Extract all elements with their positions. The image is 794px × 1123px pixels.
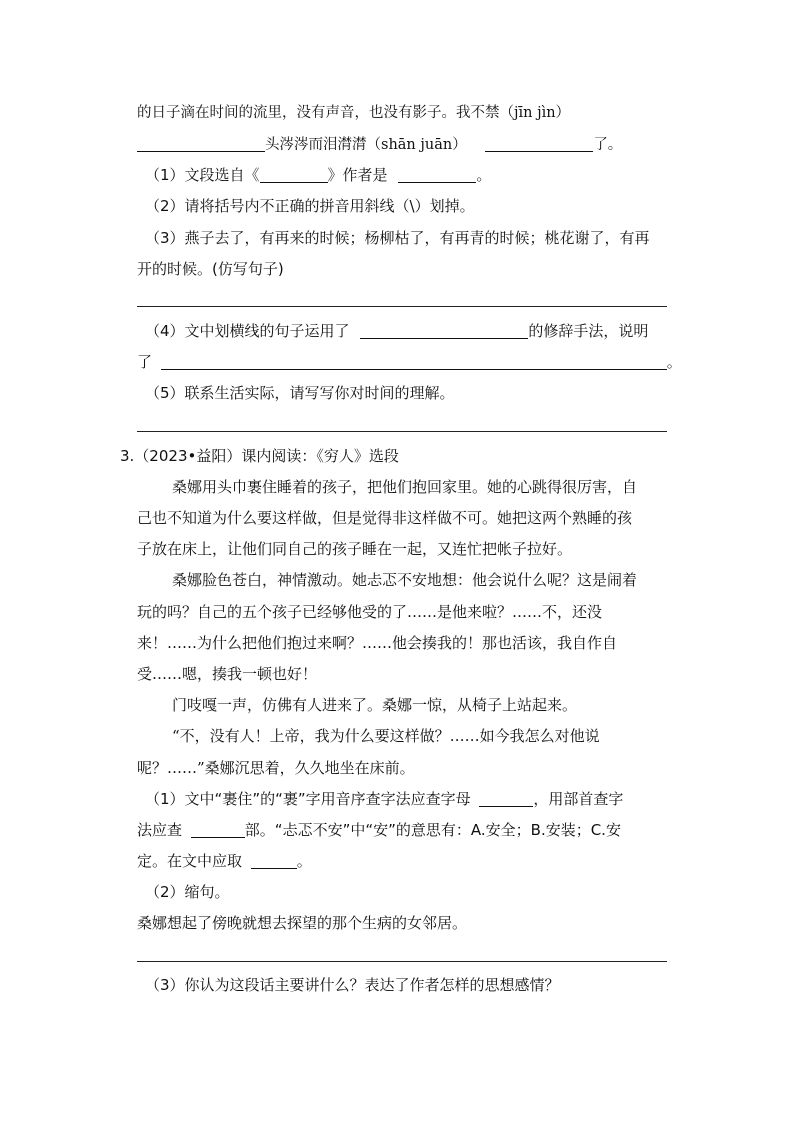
reading-text: 受……嗯，揍我一顿也好！ bbox=[137, 665, 318, 683]
reading-text: 呢？……”桑娜沉思着，久久地坐在床前。 bbox=[137, 759, 415, 777]
answer-line[interactable] bbox=[137, 431, 667, 432]
answer-blank[interactable] bbox=[191, 821, 245, 838]
question-text: 部。“忐忑不安”中“安”的意思有：A.安全；B.安装；C.安 bbox=[244, 821, 621, 839]
reading-para-4-line-2 bbox=[137, 757, 415, 779]
question-text: （4）文中划横线的句子运用了 bbox=[145, 322, 350, 340]
question-text: （1）文中“裹住”的“裹”字用音序查字法应查字母 bbox=[145, 790, 471, 808]
question-text: 法应查 bbox=[137, 821, 183, 839]
answer-blank[interactable] bbox=[479, 790, 533, 807]
q3-question-3 bbox=[145, 974, 560, 996]
reading-text: 门吱嘎一声，仿佛有人进来了。桑娜一惊，从椅子上站起来。 bbox=[172, 696, 578, 714]
question-text: 》作者是 bbox=[327, 166, 388, 184]
question-text: 。 bbox=[296, 852, 312, 870]
reading-para-1-line-3 bbox=[137, 538, 572, 560]
reading-para-2-line-3 bbox=[137, 632, 617, 654]
reading-text: 来！……为什么把他们抱过来啊？……他会揍我的！那也活该，我自作自 bbox=[137, 634, 618, 652]
answer-blank[interactable] bbox=[137, 135, 265, 152]
reading-para-2-line-2 bbox=[137, 601, 602, 623]
answer-blank[interactable] bbox=[485, 135, 593, 152]
reading-text: “不，没有人！上帝，我为什么要这样做？……如今我怎么对他说 bbox=[172, 727, 600, 745]
q3-question-2-sentence bbox=[137, 912, 467, 934]
question-4-line-2 bbox=[137, 351, 682, 373]
reading-text: 桑娜脸色苍白，神情激动。她忐忑不安地想：他会说什么呢？这是闹着 bbox=[172, 571, 638, 589]
question-text: 桑娜想起了傍晚就想去探望的那个生病的女邻居。 bbox=[137, 914, 468, 932]
reading-text: 玩的吗？自己的五个孩子已经够他受的了……是他来啦？……不，还没 bbox=[137, 603, 603, 621]
question-2 bbox=[145, 195, 475, 217]
passage-line-2 bbox=[137, 134, 622, 156]
q3-question-1-line-2 bbox=[137, 819, 621, 841]
question-text: ，用部首查字 bbox=[533, 790, 624, 808]
question-text: 的修辞手法，说明 bbox=[528, 322, 649, 340]
q3-question-1-line-3 bbox=[137, 850, 312, 872]
reading-text: 子放在床上，让他们同自己的孩子睡在一起，又连忙把帐子拉好。 bbox=[137, 540, 573, 558]
answer-blank[interactable] bbox=[161, 353, 667, 370]
question-text: 定。在文中应取 bbox=[137, 852, 243, 870]
passage-text: 了。 bbox=[593, 137, 623, 153]
question-text: （2）缩句。 bbox=[145, 883, 230, 901]
answer-blank[interactable] bbox=[251, 852, 297, 869]
question-text: （2）请将括号内不正确的拼音用斜线（\）划掉。 bbox=[145, 197, 475, 215]
question-3-line-2 bbox=[137, 258, 284, 280]
question-4-line-1 bbox=[145, 320, 648, 342]
reading-text: 己也不知道为什么要这样做，但是觉得非这样做不可。她把这两个熟睡的孩 bbox=[137, 509, 633, 527]
q3-question-2 bbox=[145, 881, 230, 903]
reading-para-2-line-4 bbox=[137, 663, 317, 685]
question-text: 。 bbox=[476, 166, 492, 184]
reading-para-3 bbox=[172, 694, 577, 716]
reading-para-2-line-1 bbox=[172, 569, 637, 591]
question-heading-text: 3.（2023•益阳）课内阅读：《穷人》选段 bbox=[120, 447, 399, 465]
question-text: （3）燕子去了，有再来的时候；杨柳枯了，有再青的时候；桃花谢了，有再 bbox=[145, 229, 650, 247]
answer-blank[interactable] bbox=[398, 166, 476, 183]
passage-line-1 bbox=[137, 102, 570, 124]
reading-text: 桑娜用头巾裹住睡着的孩子，把他们抱回家里。她的心跳得很厉害，自 bbox=[172, 478, 638, 496]
reading-para-4-line-1 bbox=[172, 725, 600, 747]
question-5 bbox=[145, 382, 455, 404]
answer-blank[interactable] bbox=[360, 322, 528, 339]
question-1 bbox=[145, 164, 491, 186]
passage-text: 的日子滴在时间的流里，没有声音，也没有影子。我不禁（jīn jìn） bbox=[137, 105, 571, 121]
question-3-line-1 bbox=[145, 227, 650, 249]
question-text: （5）联系生活实际，请写写你对时间的理解。 bbox=[145, 384, 455, 402]
question-text: 。 bbox=[666, 353, 682, 371]
question-text: （1）文段选自《 bbox=[145, 166, 260, 184]
question-text: 开的时候。(仿写句子) bbox=[137, 260, 284, 278]
answer-line[interactable] bbox=[137, 961, 667, 962]
question-text: （3）你认为这段话主要讲什么？表达了作者怎样的思想感情？ bbox=[145, 976, 560, 994]
reading-para-1-line-1 bbox=[172, 476, 637, 498]
q3-question-1-line-1 bbox=[145, 788, 623, 810]
passage-text: 头涔涔而泪潸潸（shān juān） bbox=[265, 137, 467, 153]
reading-para-1-line-2 bbox=[137, 507, 632, 529]
question-text: 了 bbox=[137, 353, 153, 371]
answer-line[interactable] bbox=[137, 306, 667, 307]
question-heading bbox=[120, 445, 399, 467]
answer-blank[interactable] bbox=[260, 166, 328, 183]
